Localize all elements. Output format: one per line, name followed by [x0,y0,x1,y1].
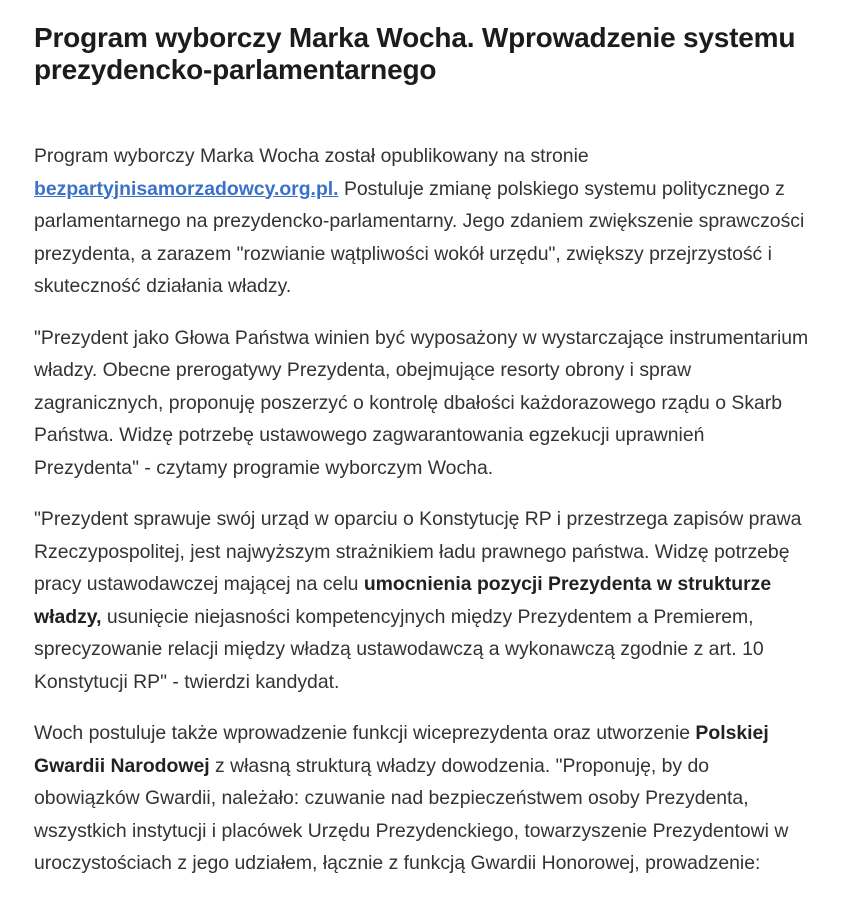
paragraph-4 [34,717,814,880]
paragraph-1-text-after: Postuluje zmianę polskiego systemu politycznego z parlamentarnego na prezydencko-parlamentarny. Jego zdaniem zwiększenie sprawczości prezydenta, a zarazem "rozwianie wątpliwości wokół urzędu", zwiększy przejrzystość i skuteczność działania władzy. [34,177,805,297]
article [34,22,814,899]
paragraph-3 [34,503,814,698]
paragraph-3-text-before: "Prezydent sprawuje swój urząd w oparciu o Konstytucję RP i przestrzega zapisów prawa Rzeczypospolitej, jest najwyższym strażnikiem ładu prawnego państwa. Widzę potrzebę pracy ustawodawczej mającej na celu [34,508,802,595]
source-link[interactable]: bezpartyjnisamorzadowcy.org.pl. [34,177,339,200]
paragraph-1 [34,140,814,303]
paragraph-1-text-before: Program wyborczy Marka Wocha został opublikowany na stronie [34,145,589,167]
paragraph-3-text-after: usunięcie niejasności kompetencyjnych między Prezydentem a Premierem, sprecyzowanie relacji między władzą ustawodawczą a wykonawczą zgodnie z art. 10 Konstytucji RP" - twierdzi kandydat. [34,605,764,693]
paragraph-4-text-after: z własną strukturą władzy dowodzenia. "Proponuję, by do obowiązków Gwardii, należało: czuwanie nad bezpieczeństwem osoby Prezydenta, wszystkich instytucji i placówek Urzędu Prezydenckiego, towarzyszenie Prezydentowi w uroczystościach z jego udziałem, łącznie z funkcją Gwardii Honorowej, prowadzenie: [34,754,789,874]
paragraph-3-bold-text: umocnienia pozycji Prezydenta w strukturze władzy, [34,573,772,628]
paragraph-4-bold-text: Polskiej Gwardii Narodowej [34,722,769,777]
paragraph-2: "Prezydent jako Głowa Państwa winien być wyposażony w wystarczające instrumentarium władzy. Obecne prerogatywy Prezydenta, obejmujące resorty obrony i spraw zagranicznych, proponuję poszerzyć o kontrolę dbałości każdorazowego rządu o Skarb Państwa. Widzę potrzebę ustawowego zagwarantowania egzekucji uprawnień Prezydenta" - czytamy programie wyborczym Wocha. [34,326,809,479]
paragraph-4-text-before: Woch postuluje także wprowadzenie funkcji wiceprezydenta oraz utworzenie [34,722,696,744]
article-title: Program wyborczy Marka Wocha. Wprowadzenie systemu prezydencko-parlamentarnego [34,22,796,85]
